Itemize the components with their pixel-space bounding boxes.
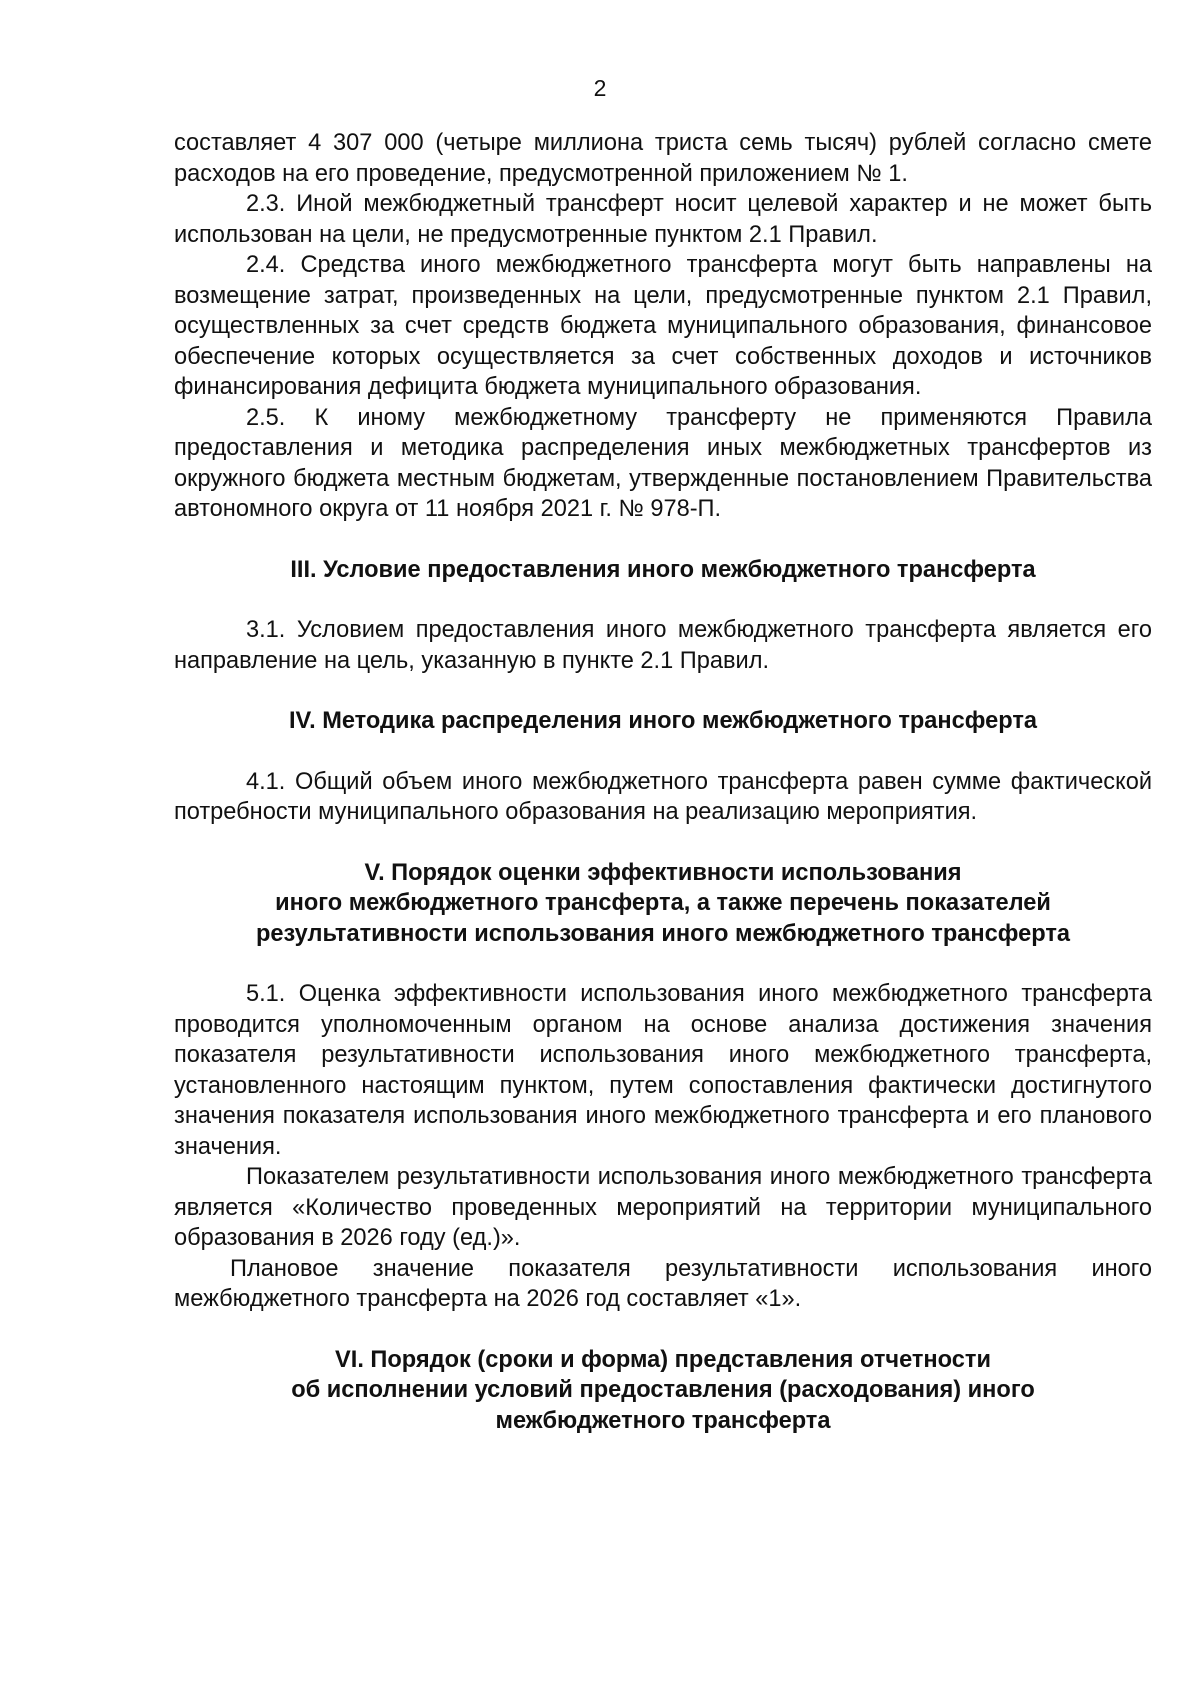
section-6-heading-line-1: VI. Порядок (сроки и форма) представления отчетности [335,1346,991,1373]
section-6-heading-line-2: об исполнении условий предоставления (расходования) иного [291,1377,1035,1403]
paragraph-continuation: составляет 4 307 000 (четыре миллиона триста семь тысяч) рублей согласно смете расходов на его проведение, предусмотренной приложением № 1. [174,130,1152,187]
spacer [174,737,1152,767]
spacer [174,949,1152,979]
spacer [174,828,1152,858]
paragraph-indicator: Показателем результативности использования иного межбюджетного трансферта является «Количество проведенных мероприятий на территории муниципального образования в 2026 году (ед.)». [174,1164,1152,1251]
spacer [174,525,1152,555]
paragraph-5-1: 5.1. Оценка эффективности использования иного межбюджетного трансферта проводится уполномоченным органом на основе анализа достижения значения показателя результативности использования иного межбюджетного трансферта, установленного настоящим пунктом, путем сопоставления фактически достигнутого значения показателя использования иного межбюджетного трансферта и его планового значения. [174,981,1152,1160]
page-number: 2 [593,75,607,101]
paragraph-2-4: 2.4. Средства иного межбюджетного трансферта могут быть направлены на возмещение затрат, произведенных на цели, предусмотренные пунктом 2.1 Правил, осуществленных за счет средств бюджета муниципального образования, финансовое обеспечение которых осуществляется за счет собственных доходов и источников финансирования дефицита бюджета муниципального образования. [174,252,1152,400]
section-5-heading-line-2: иного межбюджетного трансферта, а также перечень показателей [275,890,1051,916]
paragraph-3-1: 3.1. Условием предоставления иного межбюджетного трансферта является его направление на цель, указанную в пункте 2.1 Правил. [174,617,1152,674]
paragraph-2-5: 2.5. К иному межбюджетному трансферту не применяются Правила предоставления и методика распределения иных межбюджетных трансфертов из окружного бюджета местным бюджетам, утвержденные постановлением Правительства автономного округа от 11 ноября 2021 г. № 978-П. [174,404,1152,522]
section-6-heading-line-3: межбюджетного трансферта [495,1407,831,1434]
section-5-heading-line-3: результативности использования иного межбюджетного трансферта [255,920,1071,947]
spacer [174,585,1152,615]
section-5-heading-line-1: V. Порядок оценки эффективности использования [364,859,962,886]
section-4-heading: IV. Методика распределения иного межбюджетного трансферта [288,708,1038,734]
paragraph-2-3: 2.3. Иной межбюджетный трансферт носит целевой характер и не может быть использован на цели, не предусмотренные пунктом 2.1 Правил. [174,191,1152,248]
document-body [174,128,1152,1436]
paragraph-4-1: 4.1. Общий объем иного межбюджетного трансферта равен сумме фактической потребности муниципального образования на реализацию мероприятия. [174,768,1152,825]
paragraph-planned-value: Плановое значение показателя результативности использования иного межбюджетного трансферта на 2026 год составляет «1». [174,1255,1152,1312]
spacer [174,676,1152,706]
spacer [174,1315,1152,1345]
section-3-heading: III. Условие предоставления иного межбюджетного трансферта [290,556,1036,583]
